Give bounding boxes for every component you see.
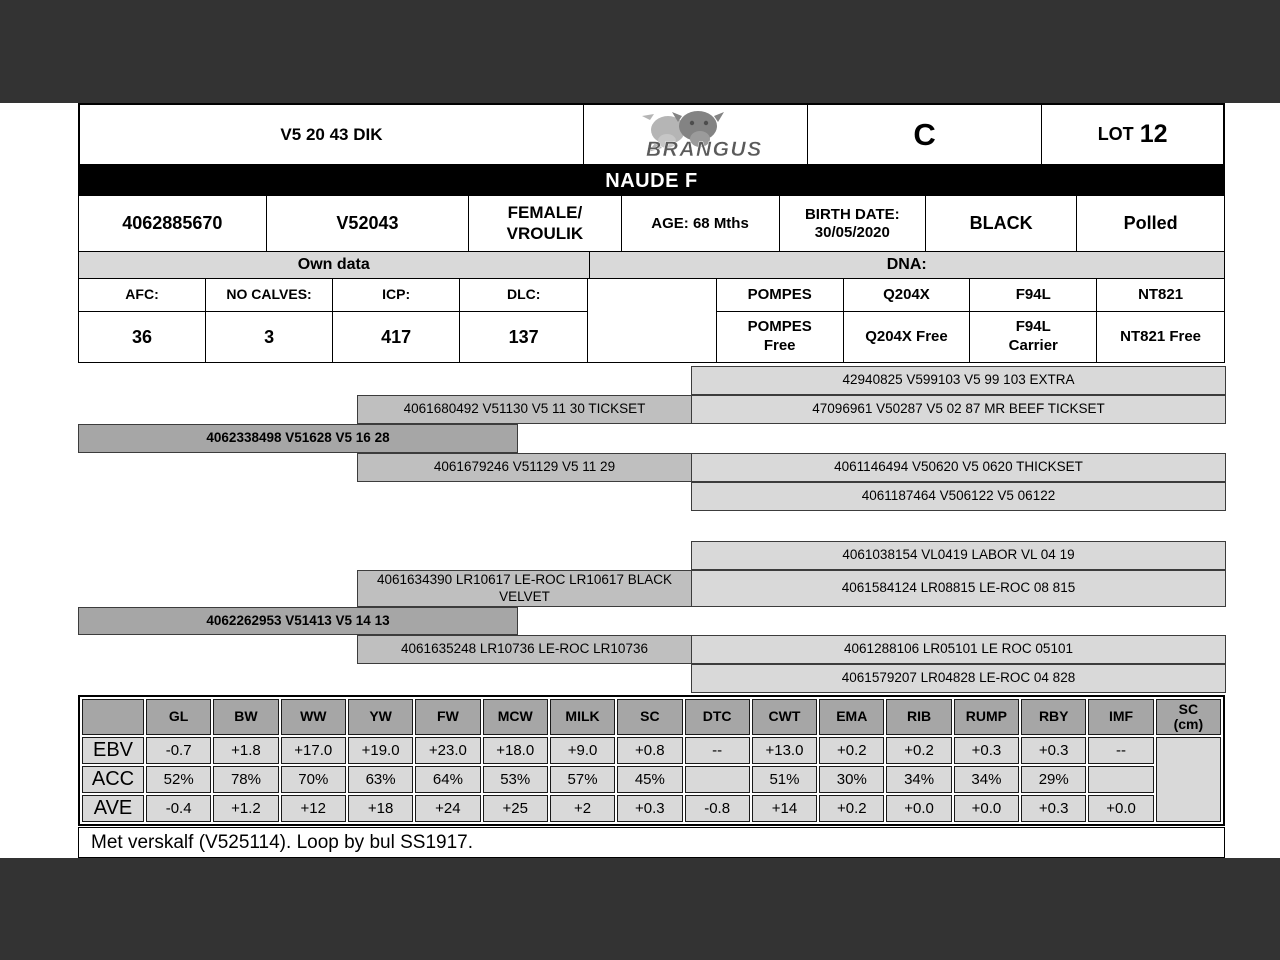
ave-rump: +0.0 bbox=[954, 795, 1019, 822]
dna-result-nt821 bbox=[1097, 312, 1224, 362]
col-rib: RIB bbox=[886, 699, 951, 735]
animal-code: V5 20 43 DIK bbox=[280, 124, 383, 144]
col-yw: YW bbox=[348, 699, 413, 735]
ave-gl: -0.4 bbox=[146, 795, 211, 822]
dna-test-pompes: POMPES bbox=[717, 279, 844, 312]
acc-bw: 78% bbox=[213, 766, 278, 793]
dna-result-q204x bbox=[844, 312, 971, 362]
ebv-table-wrapper bbox=[78, 695, 1225, 826]
lot-label: LOT bbox=[1097, 124, 1134, 144]
pedigree-sire-dam-sire: 4061146494 V50620 V5 0620 THICKSET bbox=[691, 453, 1226, 482]
acc-mcw: 53% bbox=[483, 766, 548, 793]
acc-row bbox=[82, 766, 1221, 793]
ebv-rib: +0.2 bbox=[886, 737, 951, 764]
dlc-label: DLC: bbox=[460, 279, 587, 312]
pedigree-dam: 4062262953 V51413 V5 14 13 bbox=[78, 607, 518, 635]
icp-value: 417 bbox=[333, 312, 460, 362]
sex-line2: VROULIK bbox=[506, 223, 584, 243]
acc-yw: 63% bbox=[348, 766, 413, 793]
col-bw: BW bbox=[213, 699, 278, 735]
ebv-dtc: -- bbox=[685, 737, 750, 764]
dna-result-line: Free bbox=[763, 337, 796, 354]
ebv-header-row bbox=[82, 699, 1221, 735]
own-data-grid bbox=[79, 279, 587, 362]
pedigree-sire-dam: 4061679246 V51129 V5 11 29 bbox=[357, 453, 692, 482]
col-sc: SC bbox=[617, 699, 682, 735]
acc-rib: 34% bbox=[886, 766, 951, 793]
ave-ww: +12 bbox=[281, 795, 346, 822]
no-calves-value: 3 bbox=[206, 312, 333, 362]
row-label-ave: AVE bbox=[82, 795, 144, 822]
dna-test-q204x: Q204X bbox=[844, 279, 971, 312]
ave-rby: +0.3 bbox=[1021, 795, 1086, 822]
section-header-row bbox=[78, 252, 1225, 279]
ave-cwt: +14 bbox=[752, 795, 817, 822]
sc-cm-merged-cell bbox=[1156, 737, 1221, 822]
col-fw: FW bbox=[415, 699, 480, 735]
identity-row bbox=[78, 196, 1225, 252]
ave-rib: +0.0 bbox=[886, 795, 951, 822]
ebv-bw: +1.8 bbox=[213, 737, 278, 764]
sex-cell bbox=[468, 196, 620, 251]
acc-imf bbox=[1088, 766, 1153, 793]
ebv-yw: +19.0 bbox=[348, 737, 413, 764]
sex-line1: FEMALE/ bbox=[507, 203, 583, 223]
acc-dtc bbox=[685, 766, 750, 793]
ebv-mcw: +18.0 bbox=[483, 737, 548, 764]
tattoo-number: V52043 bbox=[266, 196, 469, 251]
logo-wordmark: BRANGUS bbox=[646, 137, 764, 161]
ebv-imf: -- bbox=[1088, 737, 1153, 764]
dna-result-f94l bbox=[970, 312, 1097, 362]
acc-gl: 52% bbox=[146, 766, 211, 793]
ave-ema: +0.2 bbox=[819, 795, 884, 822]
dlc-value: 137 bbox=[508, 326, 539, 347]
acc-cwt: 51% bbox=[752, 766, 817, 793]
dna-result-line: Carrier bbox=[1008, 337, 1058, 354]
acc-milk: 57% bbox=[550, 766, 615, 793]
col-ema: EMA bbox=[819, 699, 884, 735]
afc-label: AFC: bbox=[79, 279, 206, 312]
brangus-logo bbox=[583, 105, 807, 164]
registration-number: 4062885670 bbox=[122, 212, 223, 233]
icp-label: ICP: bbox=[333, 279, 460, 312]
ave-yw: +18 bbox=[348, 795, 413, 822]
col-ww: WW bbox=[281, 699, 346, 735]
lot-cell bbox=[1041, 105, 1223, 164]
colour-cell: BLACK bbox=[925, 196, 1076, 251]
no-calves-label: NO CALVES: bbox=[206, 279, 333, 312]
ebv-sc: +0.8 bbox=[617, 737, 682, 764]
col-milk: MILK bbox=[550, 699, 615, 735]
empty-spacer-cell bbox=[587, 279, 717, 362]
ave-sc: +0.3 bbox=[617, 795, 682, 822]
ebv-ema: +0.2 bbox=[819, 737, 884, 764]
horn-status-cell: Polled bbox=[1076, 196, 1224, 251]
ebv-gl: -0.7 bbox=[146, 737, 211, 764]
ave-mcw: +25 bbox=[483, 795, 548, 822]
col-sc-cm-label: SC (cm) bbox=[1173, 700, 1204, 732]
ave-dtc: -0.8 bbox=[685, 795, 750, 822]
acc-sc: 45% bbox=[617, 766, 682, 793]
pedigree-dam-sire: 4061634390 LR10617 LE-ROC LR10617 BLACK VELVET bbox=[357, 570, 692, 607]
data-rows bbox=[78, 279, 1225, 363]
age-cell: AGE: 68 Mths bbox=[621, 196, 779, 251]
col-mcw: MCW bbox=[483, 699, 548, 735]
ebv-corner-cell bbox=[82, 699, 144, 735]
pedigree-dam-dam: 4061635248 LR10736 LE-ROC LR10736 bbox=[357, 635, 692, 664]
ave-milk: +2 bbox=[550, 795, 615, 822]
header-row bbox=[78, 103, 1225, 166]
col-dtc: DTC bbox=[685, 699, 750, 735]
dna-result-line: POMPES bbox=[747, 318, 812, 336]
bottom-dark-band bbox=[0, 858, 1280, 960]
pedigree-sire-dam-dam: 4061187464 V506122 V5 06122 bbox=[691, 482, 1226, 511]
lot-number: 12 bbox=[1139, 120, 1168, 148]
dna-result-line: NT821 Free bbox=[1120, 327, 1202, 345]
row-label-ebv: EBV bbox=[82, 737, 144, 764]
pedigree-sire-sire-sire: 42940825 V599103 V5 99 103 EXTRA bbox=[691, 366, 1226, 395]
cattle-heads-icon bbox=[610, 108, 780, 162]
dna-test-f94l: F94L bbox=[970, 279, 1097, 312]
dna-title: DNA: bbox=[589, 252, 1224, 278]
ebv-row bbox=[82, 737, 1221, 764]
dna-result-line: F94L bbox=[1015, 318, 1051, 336]
dna-result-line: Q204X Free bbox=[865, 327, 948, 345]
acc-ema: 30% bbox=[819, 766, 884, 793]
ave-imf: +0.0 bbox=[1088, 795, 1153, 822]
row-label-acc: ACC bbox=[82, 766, 144, 793]
birth-date-cell bbox=[779, 196, 926, 251]
pedigree-dam-dam-sire: 4061288106 LR05101 LE ROC 05101 bbox=[691, 635, 1226, 664]
pedigree-dam-sire-sire: 4061038154 VL0419 LABOR VL 04 19 bbox=[691, 541, 1226, 570]
col-cwt: CWT bbox=[752, 699, 817, 735]
ebv-fw: +23.0 bbox=[415, 737, 480, 764]
acc-ww: 70% bbox=[281, 766, 346, 793]
col-rump: RUMP bbox=[954, 699, 1019, 735]
top-dark-band bbox=[0, 0, 1280, 103]
ave-row bbox=[82, 795, 1221, 822]
ebv-ww: +17.0 bbox=[281, 737, 346, 764]
note-row: Met verskalf (V525114). Loop by bul SS1917. bbox=[78, 827, 1225, 858]
col-gl: GL bbox=[146, 699, 211, 735]
pedigree-dam-dam-dam: 4061579207 LR04828 LE-ROC 04 828 bbox=[691, 664, 1226, 693]
pedigree-dam-sire-dam: 4061584124 LR08815 LE-ROC 08 815 bbox=[691, 570, 1226, 607]
group-letter: C bbox=[807, 105, 1041, 164]
pedigree-sire: 4062338498 V51628 V5 16 28 bbox=[78, 424, 518, 453]
ave-fw: +24 bbox=[415, 795, 480, 822]
name-banner: NAUDE F bbox=[78, 166, 1225, 196]
afc-value: 36 bbox=[79, 312, 206, 362]
dna-grid bbox=[717, 279, 1224, 362]
col-sc-cm bbox=[1156, 699, 1221, 735]
ebv-milk: +9.0 bbox=[550, 737, 615, 764]
dna-test-nt821: NT821 bbox=[1097, 279, 1224, 312]
birth-date-label: BIRTH DATE: bbox=[804, 205, 900, 223]
ebv-rby: +0.3 bbox=[1021, 737, 1086, 764]
acc-fw: 64% bbox=[415, 766, 480, 793]
col-rby: RBY bbox=[1021, 699, 1086, 735]
own-data-title: Own data bbox=[79, 252, 589, 278]
acc-rby: 29% bbox=[1021, 766, 1086, 793]
ebv-cwt: +13.0 bbox=[752, 737, 817, 764]
ebv-table bbox=[78, 695, 1225, 826]
ave-bw: +1.2 bbox=[213, 795, 278, 822]
dna-result-pompes bbox=[717, 312, 844, 362]
birth-date-value: 30/05/2020 bbox=[814, 223, 890, 241]
pedigree-sire-sire: 4061680492 V51130 V5 11 30 TICKSET bbox=[357, 395, 692, 424]
pedigree-sire-sire-dam: 47096961 V50287 V5 02 87 MR BEEF TICKSET bbox=[691, 395, 1226, 424]
col-imf: IMF bbox=[1088, 699, 1153, 735]
acc-rump: 34% bbox=[954, 766, 1019, 793]
ebv-rump: +0.3 bbox=[954, 737, 1019, 764]
